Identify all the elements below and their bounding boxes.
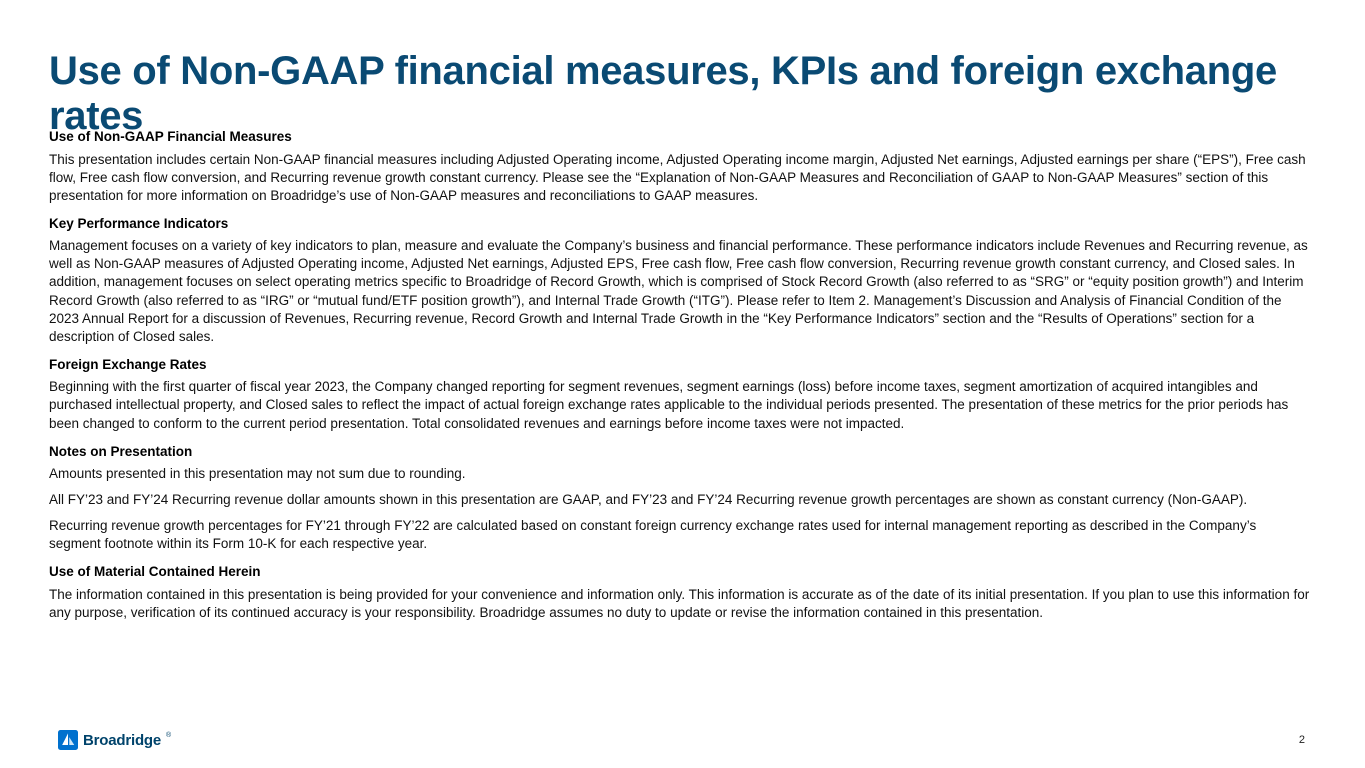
section-use-of-material	[49, 563, 1311, 622]
broadridge-logo-icon	[58, 730, 78, 750]
section-foreign-exchange-rates	[49, 356, 1311, 433]
section-paragraph: Recurring revenue growth percentages for FY’21 through FY’22 are calculated based on constant foreign currency exchange rates used for internal management reporting as described in the Company’s segment footnote within its Form 10-K for each respective year.	[49, 518, 1257, 552]
slide-footer	[0, 720, 1365, 768]
section-paragraph: This presentation includes certain Non-GAAP financial measures including Adjusted Operating income, Adjusted Operating income margin, Adjusted Net earnings, Adjusted earnings per share (“EPS”), Free cash flow, Free cash flow conversion, and Recurring revenue growth constant currency. Please see the “Explanation of Non-GAAP Measures and Reconciliation of GAAP to Non-GAAP Measures” section of this presentation for more information on Broadridge’s use of Non-GAAP measures and reconciliations to GAAP measures.	[49, 151, 1306, 203]
slide-body	[49, 128, 1311, 630]
section-heading: Foreign Exchange Rates	[49, 356, 207, 372]
section-heading: Use of Non-GAAP Financial Measures	[49, 129, 292, 144]
section-paragraph: Management focuses on a variety of key indicators to plan, measure and evaluate the Company’s business and financial performance. These performance indicators include Revenues and Recurring revenue, as well as Non-GAAP measures of Adjusted Operating income, Adjusted Net earnings, Adjusted EPS, Free cash flow, Free cash flow conversion, Recurring revenue growth constant currency, and Closed sales. In addition, management focuses on select operating metrics specific to Broadridge of Record Growth, which is comprised of Stock Record Growth (also referred to as “SRG” or “equity position growth”) and Interim Record Growth (also referred to as “IRG” or “mutual fund/ETF position growth”), and Internal Trade Growth (“ITG”). Please refer to Item 2. Management’s Discussion and Analysis of Financial Condition of the 2023 Annual Report for a discussion of Revenues, Recurring revenue, Record Growth and Internal Trade Growth in the “Key Performance Indicators” section and the “Results of Operations” section for a description of Closed sales.	[49, 238, 1308, 344]
section-heading: Key Performance Indicators	[49, 215, 229, 231]
slide-title: Use of Non-GAAP financial measures, KPIs and foreign exchange rates	[49, 48, 1277, 138]
section-heading: Notes on Presentation	[49, 443, 193, 459]
section-non-gaap-measures	[49, 128, 1311, 205]
section-heading: Use of Material Contained Herein	[49, 564, 261, 580]
section-paragraph: The information contained in this presentation is being provided for your convenience and information only. This information is accurate as of the date of its initial presentation. If you plan to use this information for any purpose, verification of its continued accuracy is your responsibility. Broadridge assumes no duty to update or revise the information contained in this presentation.	[49, 586, 1310, 621]
page-number: 2	[1298, 734, 1305, 746]
registered-trademark-mark: ®	[166, 732, 172, 739]
section-paragraph: Amounts presented in this presentation may not sum due to rounding.	[49, 466, 466, 482]
section-notes-on-presentation	[49, 443, 1311, 554]
section-paragraph: Beginning with the first quarter of fiscal year 2023, the Company changed reporting for segment revenues, segment earnings (loss) before income taxes, segment amortization of acquired intangibles and purchased intellectual property, and Closed sales to reflect the impact of actual foreign exchange rates applicable to the individual periods presented. The presentation of these metrics for the prior periods has been changed to conform to the current period presentation. Total consolidated revenues and earnings before income taxes were not impacted.	[49, 379, 1289, 431]
section-key-performance-indicators	[49, 215, 1311, 346]
section-paragraph: All FY’23 and FY’24 Recurring revenue dollar amounts shown in this presentation are GAAP, and FY’23 and FY’24 Recurring revenue growth percentages are shown as constant currency (Non-GAAP).	[49, 492, 1248, 508]
broadridge-logo	[58, 730, 171, 750]
broadridge-logo-text: Broadridge	[83, 731, 162, 749]
